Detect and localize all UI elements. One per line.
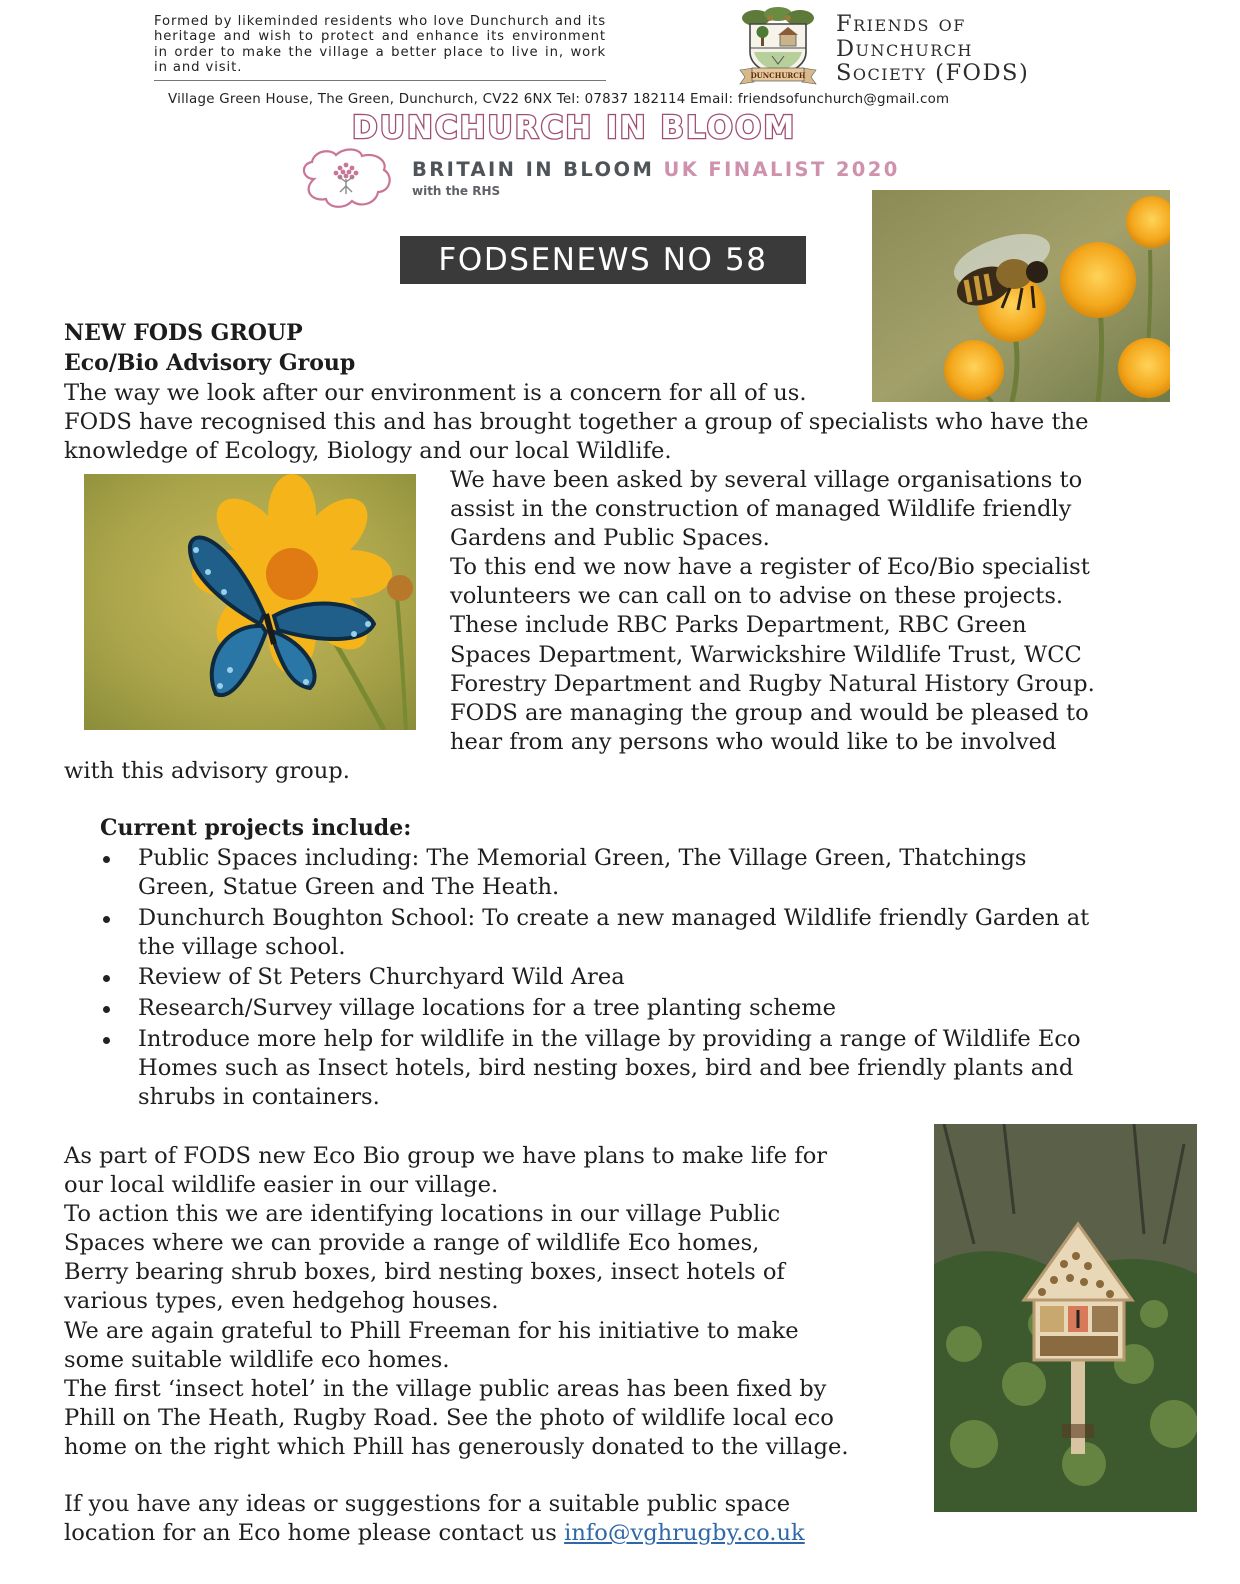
contact-paragraph bbox=[64, 1490, 805, 1548]
intro-divider bbox=[154, 80, 606, 81]
text-line: Gardens and Public Spaces. bbox=[450, 525, 770, 552]
text-line: The way we look after our environment is a concern for all of us. bbox=[64, 380, 807, 406]
britain-in-bloom-line bbox=[412, 158, 900, 181]
bloom-flower-icon bbox=[296, 146, 398, 212]
text-line: Dunchurch Boughton School: To create a new managed Wildlife friendly Garden at bbox=[138, 904, 1090, 931]
advisory-paragraph-tail: with this advisory group. bbox=[64, 758, 350, 784]
society-name-line: Friends of bbox=[836, 11, 966, 37]
intro-paragraph bbox=[64, 379, 1088, 466]
text-line: shrubs in containers. bbox=[138, 1083, 380, 1110]
text-line: We have been asked by several village organisations to bbox=[450, 467, 1083, 493]
text-line: our local wildlife easier in our village. bbox=[64, 1172, 499, 1199]
text-line: Review of St Peters Churchyard Wild Area bbox=[138, 964, 625, 991]
text-line bbox=[64, 1519, 805, 1548]
text-line: knowledge of Ecology, Biology and our local Wildlife. bbox=[64, 438, 672, 465]
butterfly-on-flower-photo bbox=[84, 474, 416, 730]
society-name bbox=[836, 12, 1096, 86]
society-intro: Formed by likeminded residents who love Dunchurch and its heritage and wish to protect and enhance its environment in order to make the village a better place to live in, work in and visit. bbox=[154, 14, 606, 76]
list-item bbox=[100, 963, 1160, 992]
text-line: As part of FODS new Eco Bio group we have plans to make life for bbox=[64, 1143, 828, 1169]
article-subheading: Eco/Bio Advisory Group bbox=[64, 350, 356, 376]
projects-list bbox=[100, 844, 1160, 1113]
britain-in-bloom-text: BRITAIN IN BLOOM bbox=[412, 158, 655, 181]
text-line: The first ‘insect hotel’ in the village public areas has been fixed by bbox=[64, 1375, 827, 1402]
text-line: We are again grateful to Phill Freeman for his initiative to make bbox=[64, 1317, 799, 1344]
text-line: If you have any ideas or suggestions for a suitable public space bbox=[64, 1491, 791, 1517]
with-rhs-text: with the RHS bbox=[412, 184, 501, 198]
eco-homes-paragraph bbox=[64, 1142, 849, 1462]
insect-hotel-photo bbox=[934, 1124, 1197, 1512]
text-line: Forestry Department and Rugby Natural History Group. bbox=[450, 670, 1095, 697]
dunchurch-crest-icon bbox=[736, 6, 820, 86]
contact-text: location for an Eco home please contact us bbox=[64, 1520, 565, 1547]
text-line: These include RBC Parks Department, RBC Green bbox=[450, 612, 1027, 639]
list-item bbox=[100, 844, 1160, 902]
text-line: Research/Survey village locations for a tree planting scheme bbox=[138, 994, 837, 1021]
text-line: FODS have recognised this and has brought together a group of specialists who have the bbox=[64, 409, 1089, 436]
text-line: Green, Statue Green and The Heath. bbox=[138, 874, 560, 901]
contact-email-link[interactable]: info@vghrugby.co.uk bbox=[564, 1520, 805, 1547]
text-line: Berry bearing shrub boxes, bird nesting boxes, insect hotels of bbox=[64, 1259, 785, 1286]
text-line: FODS are managing the group and would be pleased to bbox=[450, 699, 1089, 726]
text-line: To this end we now have a register of Eco/Bio specialist bbox=[450, 554, 1090, 581]
text-line: hear from any persons who would like to be involved bbox=[450, 728, 1057, 755]
text-line: home on the right which Phill has generously donated to the village. bbox=[64, 1433, 849, 1460]
society-name-line: Dunchurch bbox=[836, 35, 973, 62]
text-line: Introduce more help for wildlife in the village by providing a range of Wildlife Eco bbox=[138, 1025, 1081, 1052]
text-line: some suitable wildlife eco homes. bbox=[64, 1346, 450, 1373]
list-item bbox=[100, 1025, 1160, 1112]
crest-ribbon-text: DUNCHURCH bbox=[750, 71, 806, 80]
bloom-title: DUNCHURCH IN BLOOM bbox=[352, 110, 797, 146]
uk-finalist-text: UK FINALIST 2020 bbox=[663, 158, 900, 181]
article-heading: NEW FODS GROUP bbox=[64, 320, 303, 346]
text-line: Spaces where we can provide a range of wildlife Eco homes, bbox=[64, 1230, 760, 1257]
text-line: Phill on The Heath, Rugby Road. See the photo of wildlife local eco bbox=[64, 1404, 834, 1431]
list-item bbox=[100, 994, 1160, 1023]
text-line: various types, even hedgehog houses. bbox=[64, 1288, 499, 1315]
society-name-line: Society (FODS) bbox=[836, 60, 1030, 86]
text-line: Public Spaces including: The Memorial Green, The Village Green, Thatchings bbox=[138, 845, 1027, 871]
text-line: volunteers we can call on to advise on these projects. bbox=[450, 583, 1064, 610]
projects-heading: Current projects include: bbox=[100, 815, 412, 841]
text-line: To action this we are identifying locations in our village Public bbox=[64, 1201, 781, 1228]
text-line: Homes such as Insect hotels, bird nesting boxes, bird and bee friendly plants and bbox=[138, 1054, 1074, 1081]
text-line: the village school. bbox=[138, 933, 346, 960]
list-item bbox=[100, 904, 1160, 962]
contact-address: Village Green House, The Green, Dunchurch, CV22 6NX Tel: 07837 182114 Email: friendsofunchurch@gmail.com bbox=[168, 92, 950, 107]
bee-on-flower-photo bbox=[872, 190, 1170, 402]
advisory-paragraph bbox=[450, 466, 1095, 757]
newsletter-issue-badge: FODSENEWS NO 58 bbox=[400, 236, 806, 284]
text-line: Spaces Department, Warwickshire Wildlife Trust, WCC bbox=[450, 641, 1082, 668]
text-line: assist in the construction of managed Wildlife friendly bbox=[450, 496, 1072, 523]
